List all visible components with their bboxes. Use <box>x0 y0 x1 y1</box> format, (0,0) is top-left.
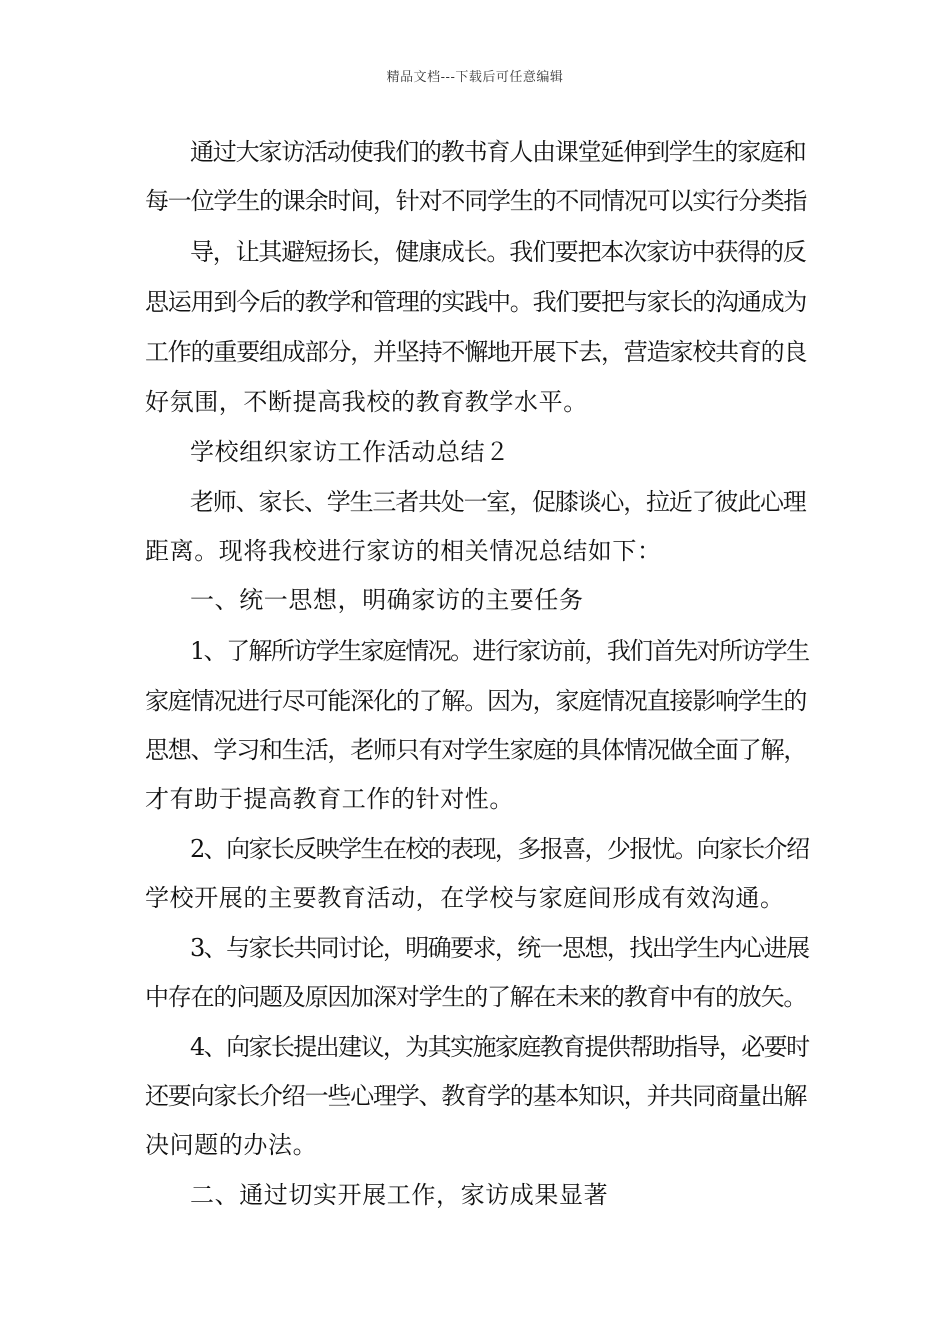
text-line: 工作的重要组成部分，并坚持不懈地开展下去，营造家校共育的良 <box>145 338 807 366</box>
text-line: 家庭情况进行尽可能深化的了解。因为，家庭情况直接影响学生的 <box>145 687 807 715</box>
text-line: 1、了解所访学生家庭情况。进行家访前，我们首先对所访学生 <box>190 637 809 665</box>
section-heading: 二、通过切实开展工作，家访成果显著 <box>190 1181 609 1209</box>
text-line: 才有助于提高教育工作的针对性。 <box>145 785 514 813</box>
text-line: 老师、家长、学生三者共处一室，促膝谈心，拉近了彼此心理 <box>190 488 806 516</box>
text-line: 通过大家访活动使我们的教书育人由课堂延伸到学生的家庭和 <box>190 138 806 166</box>
text-line: 思想、学习和生活，老师只有对学生家庭的具体情况做全面了解， <box>145 736 807 764</box>
text-line: 好氛围，不断提高我校的教育教学水平。 <box>145 388 588 416</box>
text-line: 思运用到今后的教学和管理的实践中。我们要把与家长的沟通成为 <box>145 288 807 316</box>
text-line: 3、与家长共同讨论，明确要求，统一思想，找出学生内心进展 <box>190 934 809 962</box>
text-line: 中存在的问题及原因加深对学生的了解在未来的教育中有的放矢。 <box>145 983 807 1011</box>
text-line: 2、向家长反映学生在校的表现，多报喜，少报忧。向家长介绍 <box>190 835 809 863</box>
section-heading: 一、统一思想，明确家访的主要任务 <box>190 586 584 614</box>
page-header: 精品文档---下载后可任意编辑 <box>386 70 564 85</box>
text-line: 决问题的办法。 <box>145 1131 318 1159</box>
text-line: 还要向家长介绍一些心理学、教育学的基本知识，并共同商量出解 <box>145 1082 807 1110</box>
text-line: 导，让其避短扬长，健康成长。我们要把本次家访中获得的反 <box>190 238 806 266</box>
text-line: 学校开展的主要教育活动，在学校与家庭间形成有效沟通。 <box>145 884 785 912</box>
text-line: 4、向家长提出建议，为其实施家庭教育提供帮助指导，必要时 <box>190 1033 809 1061</box>
section-title: 学校组织家访工作活动总结２ <box>190 438 510 466</box>
text-line: 距离。现将我校进行家访的相关情况总结如下： <box>145 537 662 565</box>
text-line: 每一位学生的课余时间，针对不同学生的不同情况可以实行分类指 <box>145 187 807 215</box>
